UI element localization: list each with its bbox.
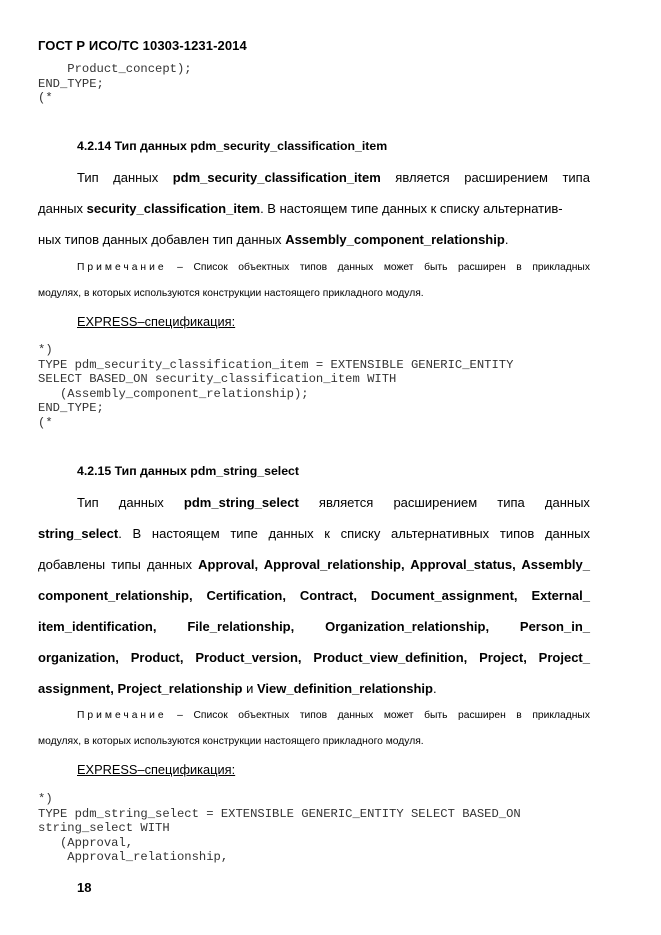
text-run: . В настоящем типе данных к списку альтернативных типов данных bbox=[118, 526, 590, 541]
note-line: модулях, в которых используются конструкции настоящего прикладного модуля. bbox=[38, 736, 424, 747]
type-name: string_select bbox=[38, 526, 119, 541]
note-label: Примечание bbox=[77, 710, 167, 721]
paragraph-line bbox=[38, 526, 590, 541]
code-block-top: Product_concept); END_TYPE; (* bbox=[38, 62, 192, 106]
text-run: типа bbox=[562, 170, 590, 185]
paragraph-line bbox=[38, 201, 590, 216]
text-run: и bbox=[246, 681, 254, 696]
type-name: pdm_security_classification_item bbox=[172, 170, 381, 185]
express-spec-label: EXPRESS–спецификация: bbox=[77, 314, 236, 329]
type-name: Approval, Approval_relationship, Approval_status, Assembly_ bbox=[198, 557, 590, 572]
express-spec-label: EXPRESS–спецификация: bbox=[77, 762, 236, 777]
section-heading-4-2-15: 4.2.15 Тип данных pdm_string_select bbox=[77, 464, 299, 478]
text-run: . bbox=[432, 681, 437, 696]
type-name: View_definition_relationship bbox=[256, 681, 433, 696]
note-text: – Список объектных типов данных может быть расширен в прикладных bbox=[177, 710, 590, 721]
text-run: является bbox=[318, 495, 374, 510]
text-run: данных bbox=[118, 495, 164, 510]
note-text: – Список объектных типов данных может быть расширен в прикладных bbox=[177, 262, 590, 273]
paragraph-line: organization, Product, Product_version, Product_view_definition, Project, Project_ bbox=[38, 650, 590, 665]
text-run: Тип bbox=[77, 170, 99, 185]
text-run: является bbox=[395, 170, 450, 185]
paragraph-line bbox=[38, 557, 590, 572]
paragraph-line bbox=[38, 681, 590, 696]
paragraph-line bbox=[38, 232, 590, 247]
text-run: . bbox=[504, 232, 509, 247]
document-header: ГОСТ Р ИСО/ТС 10303-1231-2014 bbox=[38, 38, 247, 53]
type-name: pdm_string_select bbox=[183, 495, 299, 510]
type-name: security_classification_item bbox=[86, 201, 261, 216]
paragraph-line: component_relationship, Certification, Contract, Document_assignment, External_ bbox=[38, 588, 590, 603]
text-run: данных bbox=[113, 170, 159, 185]
text-run: данных bbox=[544, 495, 590, 510]
paragraph-line bbox=[77, 495, 590, 510]
note-line bbox=[77, 710, 590, 724]
note-label: Примечание bbox=[77, 262, 167, 273]
text-run: . В настоящем типе данных к списку альтернатив- bbox=[260, 201, 563, 216]
text-run: Тип bbox=[77, 495, 99, 510]
text-run: расширением bbox=[393, 495, 478, 510]
code-block-section-1: *) TYPE pdm_security_classification_item = EXTENSIBLE GENERIC_ENTITY SELECT BASED_ON security_classification_item WITH (Assembly_component_relationship); END_TYPE; (* bbox=[38, 343, 514, 430]
type-name: assignment, Project_relationship bbox=[38, 681, 243, 696]
type-name: Assembly_component_relationship bbox=[285, 232, 505, 247]
note-line: модулях, в которых используются конструкции настоящего прикладного модуля. bbox=[38, 288, 424, 299]
section-heading-4-2-14: 4.2.14 Тип данных pdm_security_classification_item bbox=[77, 139, 388, 153]
text-run: ных типов данных добавлен тип данных bbox=[38, 232, 282, 247]
code-block-section-2: *) TYPE pdm_string_select = EXTENSIBLE GENERIC_ENTITY SELECT BASED_ON string_select WITH (Approval, Approval_relationship, bbox=[38, 792, 521, 865]
text-run: добавлены типы данных bbox=[38, 557, 193, 572]
paragraph-line: item_identification, File_relationship, Organization_relationship, Person_in_ bbox=[38, 619, 590, 634]
paragraph-line bbox=[77, 170, 590, 185]
text-run: расширением bbox=[464, 170, 548, 185]
text-run: данных bbox=[38, 201, 84, 216]
page-number: 18 bbox=[77, 880, 92, 895]
note-line bbox=[77, 262, 590, 276]
text-run: типа bbox=[497, 495, 525, 510]
